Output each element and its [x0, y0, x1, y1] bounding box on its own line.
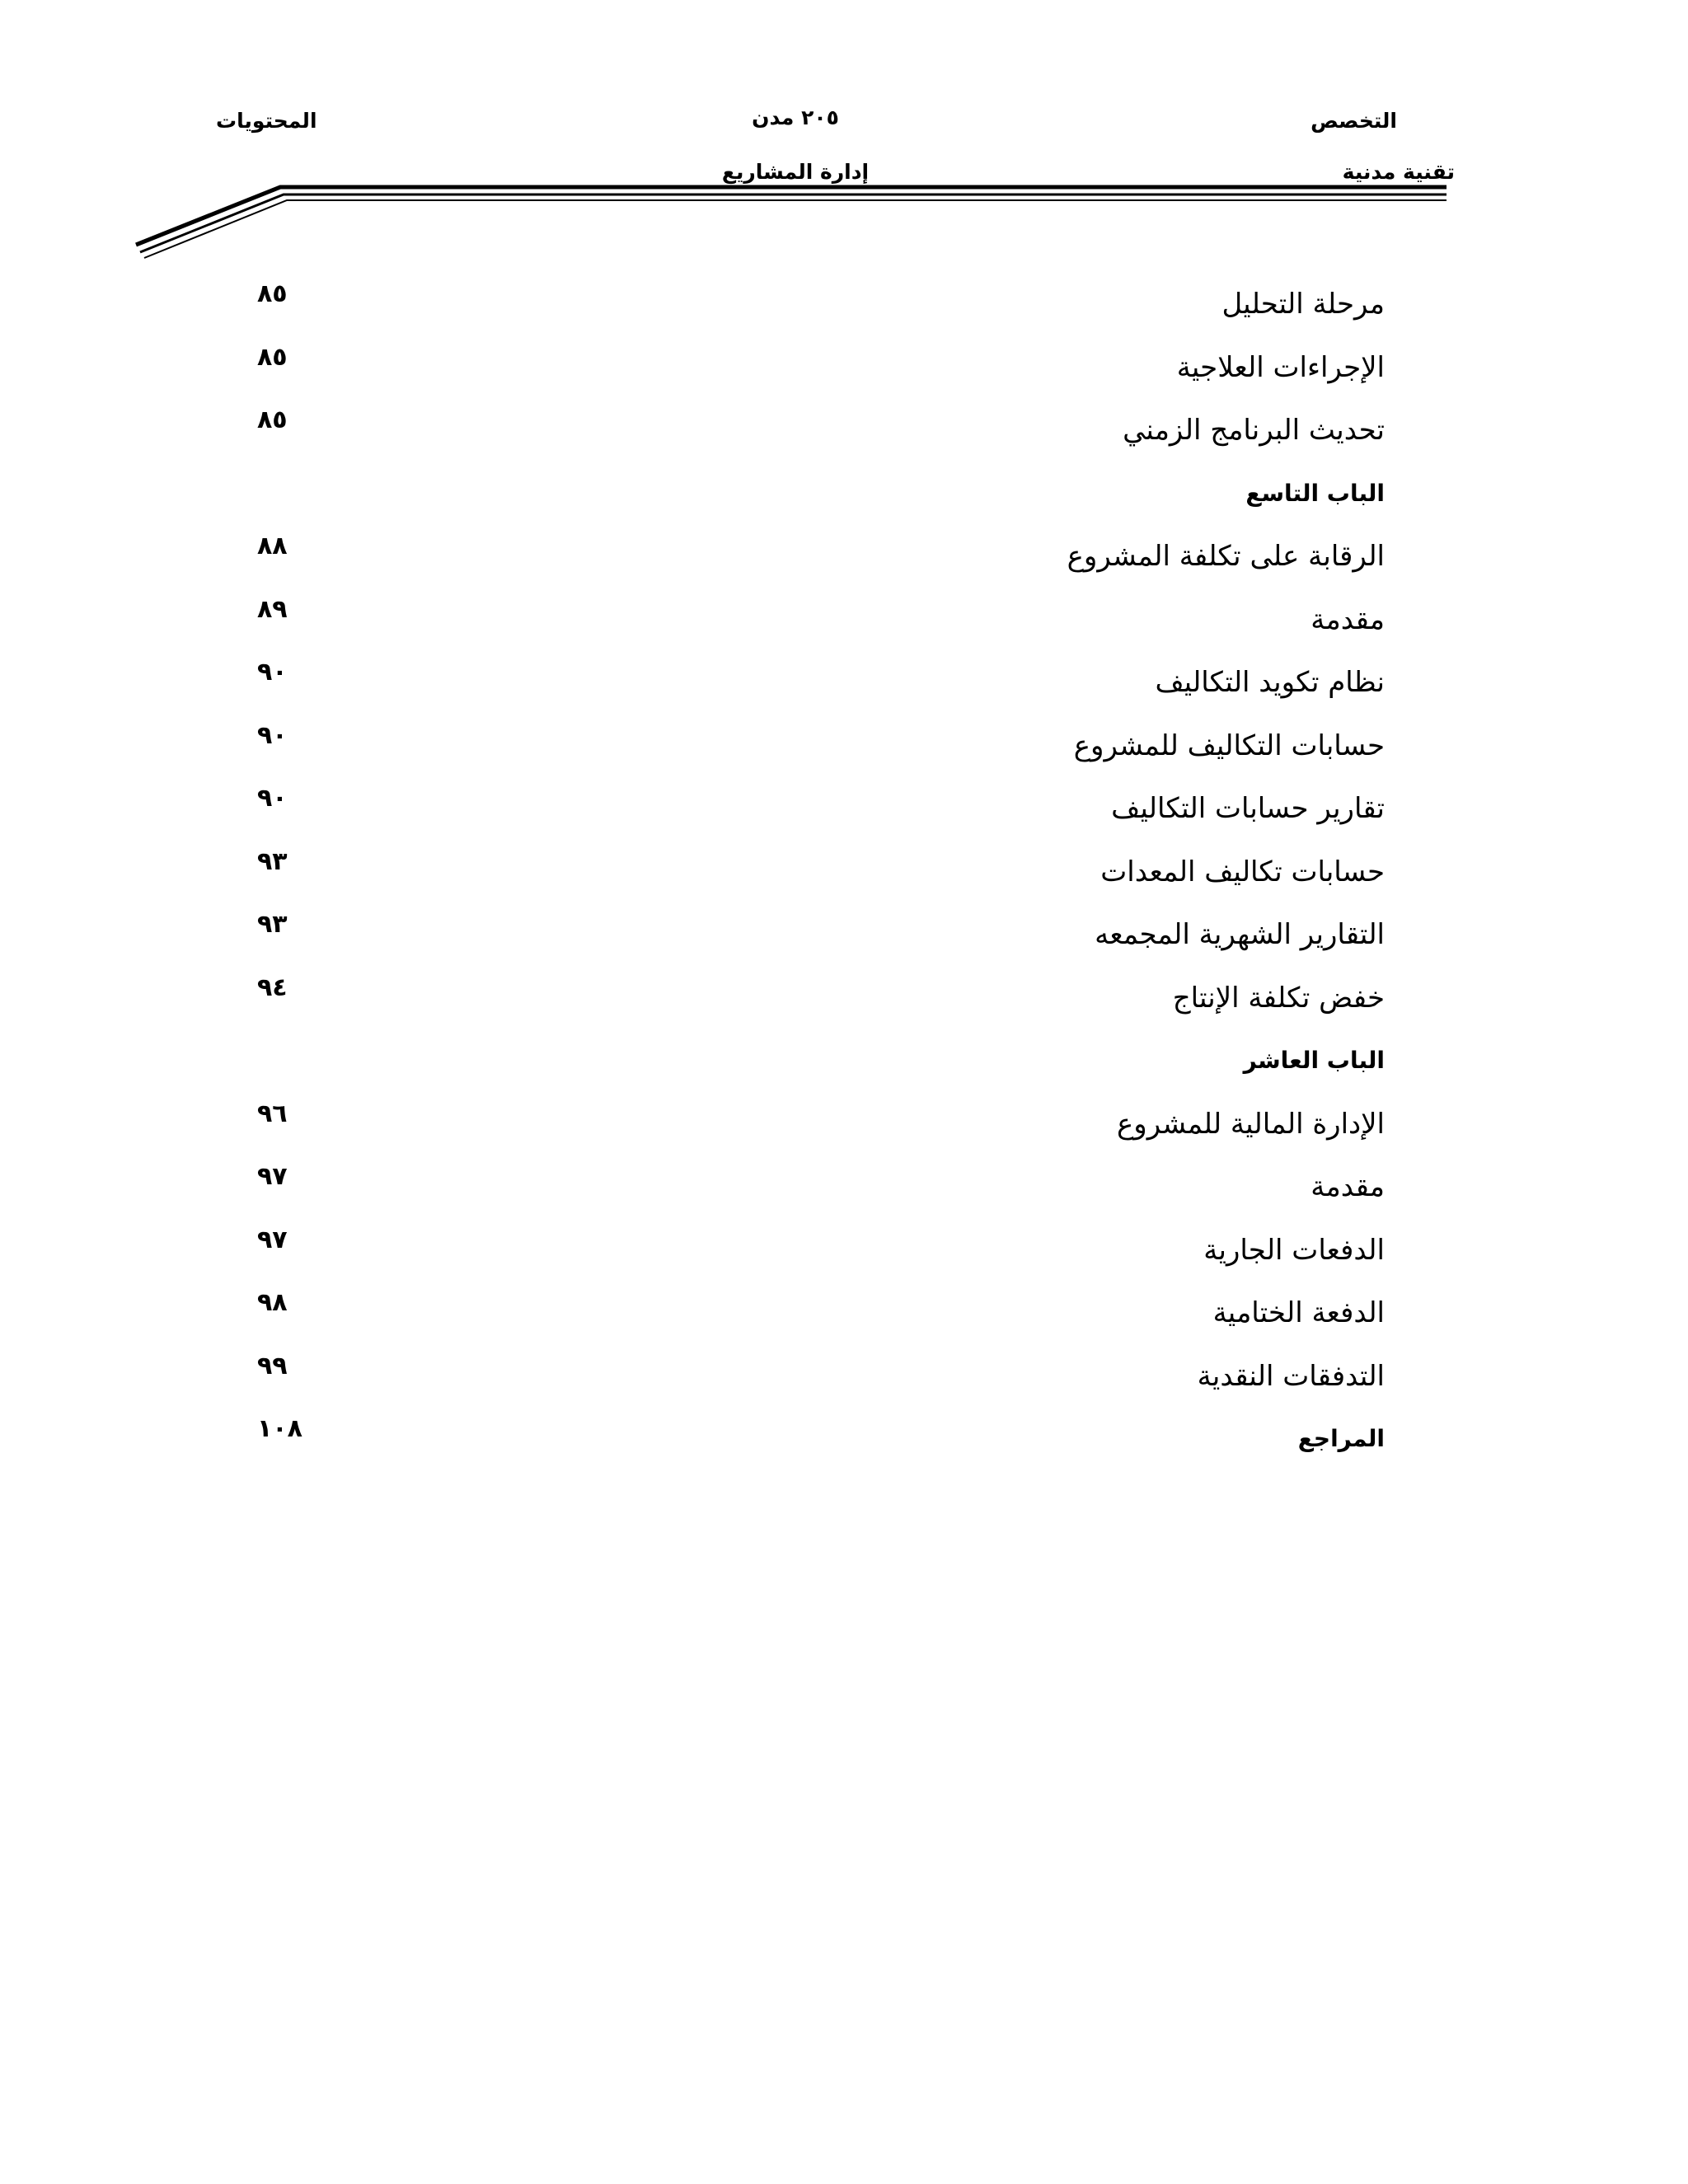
toc-references-heading	[206, 1409, 1385, 1473]
toc-page-number: ٩٩	[257, 1351, 288, 1380]
toc-entry-title: الدفعات الجارية	[1203, 1233, 1385, 1267]
toc-page-number: ٩٧	[257, 1162, 288, 1191]
toc-row	[206, 401, 1385, 464]
header-specialty-value: تقنية مدنية	[1342, 160, 1455, 184]
table-of-contents	[206, 274, 1385, 1473]
toc-entry-title: الإجراءات العلاجية	[1176, 350, 1385, 384]
toc-row	[206, 716, 1385, 780]
toc-entry-title: حسابات التكاليف للمشروع	[1073, 729, 1385, 762]
toc-chapter-heading	[206, 464, 1385, 527]
toc-row	[206, 1157, 1385, 1221]
toc-page-number: ٩٦	[257, 1099, 288, 1128]
toc-row	[206, 527, 1385, 590]
toc-chapter-title: الباب التاسع	[1245, 479, 1385, 507]
toc-row	[206, 1221, 1385, 1284]
header-course-name: إدارة المشاريع	[721, 160, 870, 184]
toc-page-number: ٨٨	[257, 532, 288, 560]
toc-page-number: ٩٣	[257, 846, 288, 876]
toc-entry-title: نظام تكويد التكاليف	[1155, 666, 1385, 699]
header-divider-rule	[0, 0, 1688, 264]
toc-row	[206, 905, 1385, 968]
toc-row	[206, 779, 1385, 842]
toc-page-number: ٨٥	[257, 405, 288, 434]
toc-page-number: ٩٠	[257, 784, 288, 813]
toc-row	[206, 842, 1385, 906]
toc-entry-title: مقدمة	[1311, 1170, 1385, 1203]
toc-entry-title: الرقابة على تكلفة المشروع	[1067, 540, 1385, 573]
toc-row	[206, 653, 1385, 716]
header-section-title: المحتويات	[216, 109, 317, 133]
toc-page-number: ٩٧	[257, 1225, 288, 1254]
toc-row	[206, 1347, 1385, 1410]
toc-row	[206, 1283, 1385, 1347]
toc-row	[206, 274, 1385, 338]
header-specialty-label: التخصص	[1311, 109, 1397, 133]
toc-entry-title: خفض تكلفة الإنتاج	[1172, 981, 1385, 1015]
toc-page-number: ١٠٨	[257, 1414, 302, 1443]
toc-page-number: ٨٩	[257, 594, 288, 624]
toc-row	[206, 590, 1385, 654]
toc-row	[206, 1094, 1385, 1158]
toc-chapter-title: الباب العاشر	[1243, 1047, 1385, 1074]
toc-entry-title: تحديث البرنامج الزمني	[1123, 414, 1385, 447]
toc-page-number: ٩٤	[257, 972, 288, 1002]
toc-entry-title: حسابات تكاليف المعدات	[1100, 855, 1385, 888]
toc-page-number: ٩٠	[257, 720, 288, 750]
toc-page-number: ٨٥	[257, 279, 288, 308]
toc-references-title: المراجع	[1297, 1425, 1385, 1452]
toc-row	[206, 968, 1385, 1032]
toc-page-number: ٨٥	[257, 342, 288, 372]
toc-page-number: ٩٣	[257, 910, 288, 939]
toc-entry-title: مقدمة	[1311, 602, 1385, 636]
toc-entry-title: التقارير الشهرية المجمعه	[1095, 918, 1385, 951]
toc-entry-title: الدفعة الختامية	[1212, 1296, 1385, 1329]
header-course-code: ٢٠٥ مدن	[752, 105, 839, 129]
toc-entry-title: تقارير حسابات التكاليف	[1111, 792, 1385, 825]
toc-row	[206, 338, 1385, 401]
toc-entry-title: التدفقات النقدية	[1197, 1359, 1385, 1393]
toc-entry-title: الإدارة المالية للمشروع	[1116, 1107, 1385, 1141]
toc-page-number: ٩٠	[257, 658, 288, 687]
toc-entry-title: مرحلة التحليل	[1221, 288, 1385, 321]
toc-chapter-heading	[206, 1031, 1385, 1094]
toc-page-number: ٩٨	[257, 1288, 288, 1317]
